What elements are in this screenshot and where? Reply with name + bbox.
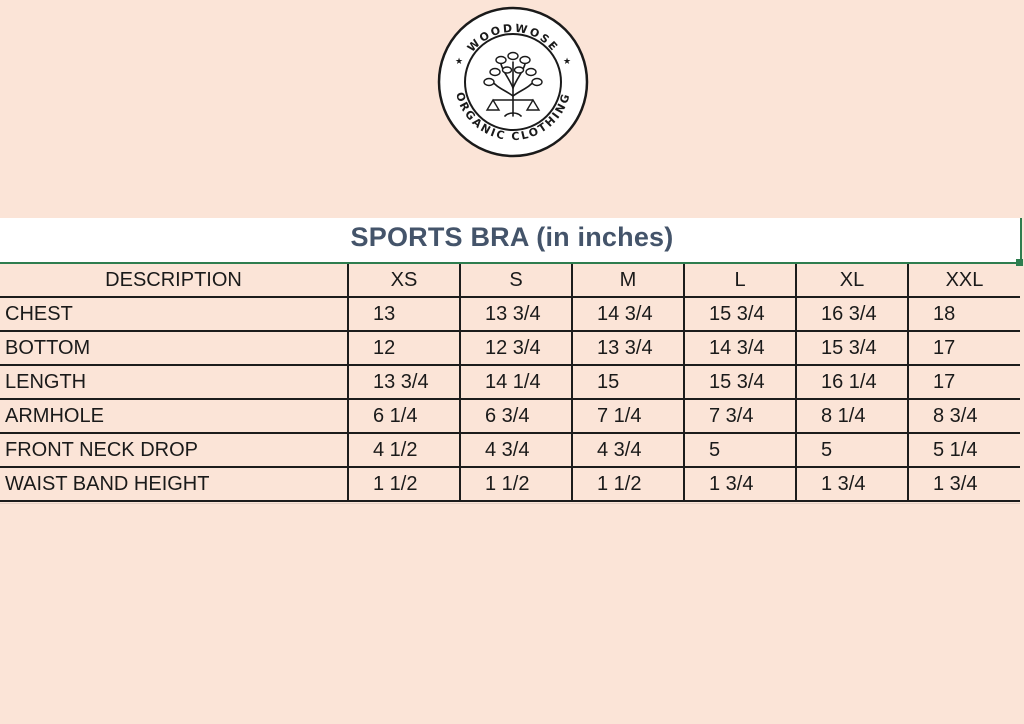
table-row [0, 365, 1020, 399]
cell-value: 1 1/2 [460, 467, 572, 501]
svg-text:★: ★ [563, 56, 572, 66]
row-label: FRONT NECK DROP [0, 433, 348, 467]
logo-brand-bottom: ORGANIC CLOTHING [452, 90, 574, 144]
cell-value: 16 3/4 [796, 297, 908, 331]
cell-value: 8 3/4 [908, 399, 1020, 433]
brand-logo [435, 4, 591, 160]
table-row [0, 467, 1020, 501]
cell-value: 12 3/4 [460, 331, 572, 365]
svg-text:★: ★ [455, 56, 464, 66]
header-m: M [572, 264, 684, 297]
table-row [0, 297, 1020, 331]
cell-value: 4 3/4 [460, 433, 572, 467]
row-label: LENGTH [0, 365, 348, 399]
cell-value: 17 [908, 365, 1020, 399]
cell-value: 17 [908, 331, 1020, 365]
cell-value: 1 3/4 [796, 467, 908, 501]
cell-value: 12 [348, 331, 460, 365]
cell-value: 1 3/4 [908, 467, 1020, 501]
row-label: BOTTOM [0, 331, 348, 365]
header-xxl: XXL [908, 264, 1020, 297]
cell-value: 5 [796, 433, 908, 467]
header-description: DESCRIPTION [0, 264, 348, 297]
cell-value: 13 [348, 297, 460, 331]
cell-value: 5 1/4 [908, 433, 1020, 467]
logo-seal-icon [435, 4, 591, 160]
header-l: L [684, 264, 796, 297]
cell-value: 15 3/4 [796, 331, 908, 365]
cell-value: 13 3/4 [460, 297, 572, 331]
cell-value: 1 3/4 [684, 467, 796, 501]
size-table [0, 264, 1020, 502]
table-row [0, 399, 1020, 433]
logo-brand-top: WOODWOSE [464, 21, 562, 55]
cell-value: 13 3/4 [572, 331, 684, 365]
cell-value: 14 3/4 [572, 297, 684, 331]
cell-value: 4 1/2 [348, 433, 460, 467]
cell-value: 7 3/4 [684, 399, 796, 433]
cell-value: 13 3/4 [348, 365, 460, 399]
cell-value: 16 1/4 [796, 365, 908, 399]
row-label: ARMHOLE [0, 399, 348, 433]
gridline [0, 503, 1020, 504]
cell-value: 15 3/4 [684, 365, 796, 399]
row-label: CHEST [0, 297, 348, 331]
cell-value: 6 3/4 [460, 399, 572, 433]
table-row [0, 331, 1020, 365]
cell-value: 15 [572, 365, 684, 399]
header-s: S [460, 264, 572, 297]
table-row [0, 433, 1020, 467]
header-xl: XL [796, 264, 908, 297]
cell-value: 5 [684, 433, 796, 467]
header-row [0, 264, 1020, 297]
row-label: WAIST BAND HEIGHT [0, 467, 348, 501]
chart-title: SPORTS BRA (in inches) [350, 222, 674, 252]
cell-value: 14 3/4 [684, 331, 796, 365]
cell-value: 8 1/4 [796, 399, 908, 433]
cell-value: 4 3/4 [572, 433, 684, 467]
cell-value: 14 1/4 [460, 365, 572, 399]
cell-value: 1 1/2 [348, 467, 460, 501]
cell-value: 7 1/4 [572, 399, 684, 433]
header-xs: XS [348, 264, 460, 297]
cell-value: 18 [908, 297, 1020, 331]
cell-value: 15 3/4 [684, 297, 796, 331]
cell-value: 6 1/4 [348, 399, 460, 433]
cell-value: 1 1/2 [572, 467, 684, 501]
